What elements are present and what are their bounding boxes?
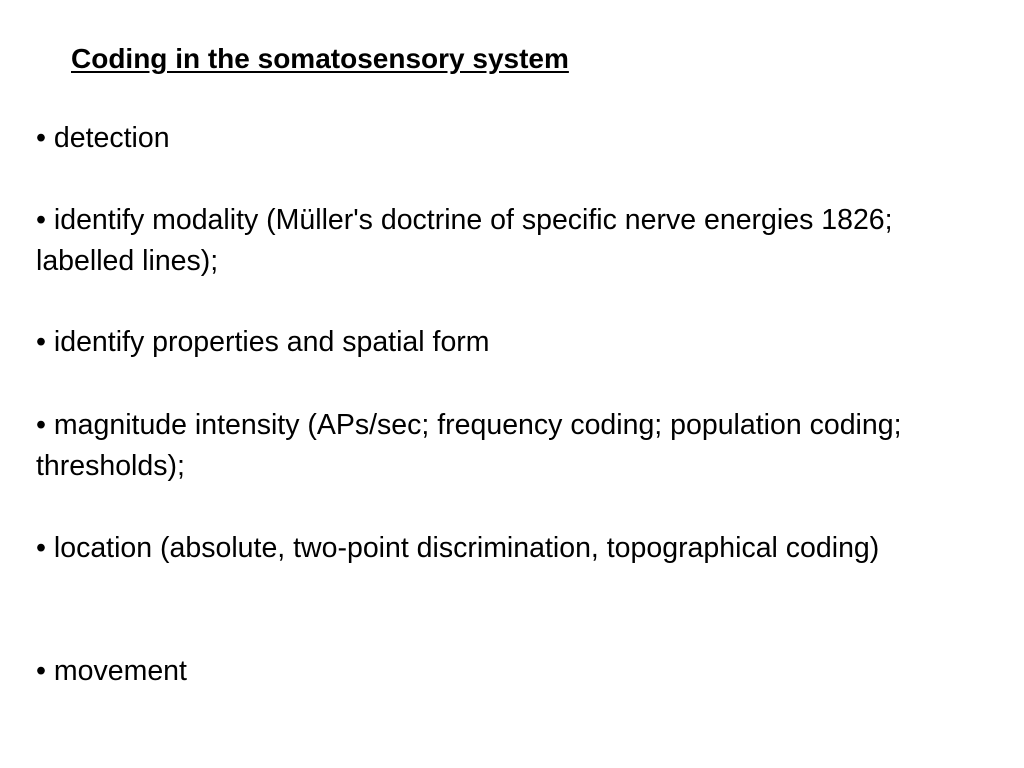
slide-title: Coding in the somatosensory system xyxy=(71,43,569,74)
bullet-movement: • movement xyxy=(36,655,187,687)
bullet-identify-modality: • identify modality (Müller's doctrine of specific nerve energies 1826; labelled lines); xyxy=(36,204,893,277)
bullet-identify-properties: • identify properties and spatial form xyxy=(36,326,490,358)
bullet-magnitude-intensity: • magnitude intensity (APs/sec; frequency coding; population coding; thresholds); xyxy=(36,409,902,482)
bullet-detection: • detection xyxy=(36,122,170,154)
bullet-location: • location (absolute, two-point discrimination, topographical coding) xyxy=(36,532,880,564)
